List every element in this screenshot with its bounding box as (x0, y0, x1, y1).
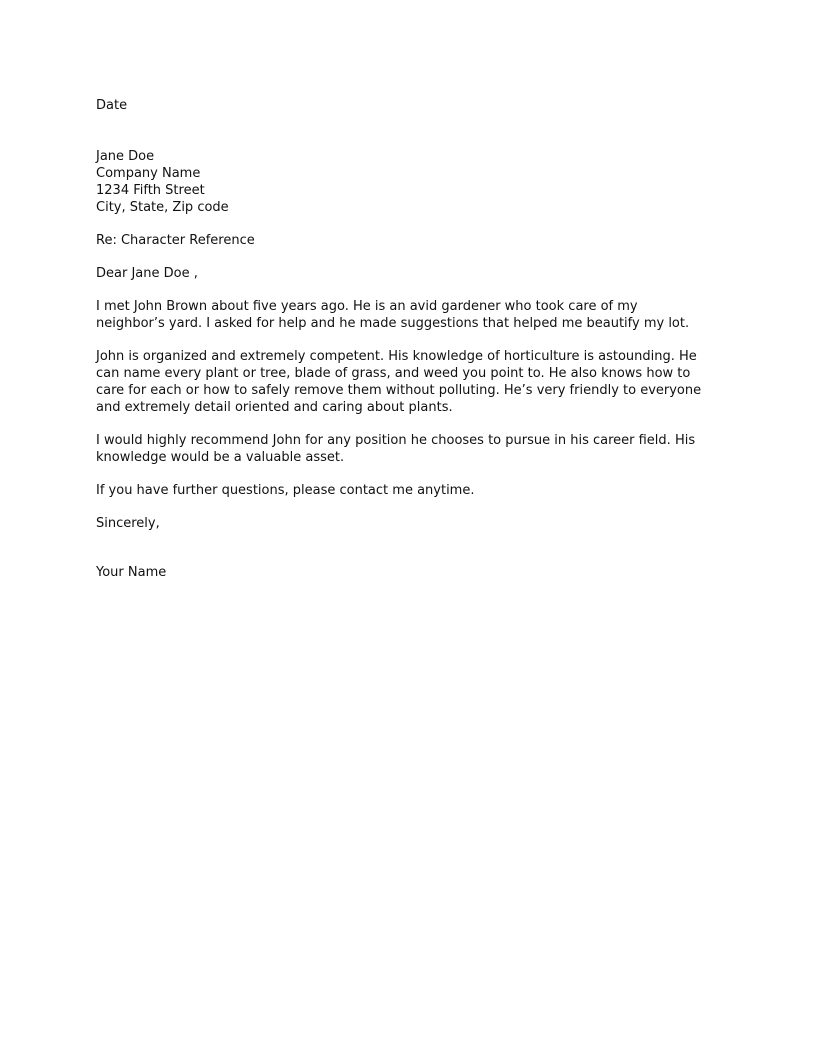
letter-subject: Re: Character Reference (96, 233, 255, 248)
letter-body (96, 97, 736, 581)
letter-paragraph: If you have further questions, please contact me anytime. (96, 483, 475, 498)
recipient-name: Jane Doe (96, 149, 155, 164)
letter-salutation: Dear Jane Doe , (96, 266, 198, 281)
recipient-street: 1234 Fifth Street (96, 183, 205, 198)
recipient-city-state-zip: City, State, Zip code (96, 200, 229, 215)
letter-paragraph: I met John Brown about five years ago. He is an avid gardener who took care of my neighbor’s yard. I asked for help and he made suggestions that helped me beautify my lot. (96, 299, 690, 331)
letter-paragraph: John is organized and extremely competent. His knowledge of horticulture is astounding. He can name every plant or tree, blade of grass, and weed you point to. He also knows how to care for each or how to safely remove them without polluting. He’s very friendly to everyone and extremely detail oriented and caring about plants. (96, 349, 702, 415)
letter-signature: Your Name (96, 565, 167, 580)
recipient-company: Company Name (96, 166, 201, 181)
letter-closing: Sincerely, (96, 516, 160, 531)
recipient-address (96, 148, 736, 216)
letter-date: Date (96, 98, 128, 113)
letter-paragraph: I would highly recommend John for any position he chooses to pursue in his career field. His knowledge would be a valuable asset. (96, 433, 696, 465)
